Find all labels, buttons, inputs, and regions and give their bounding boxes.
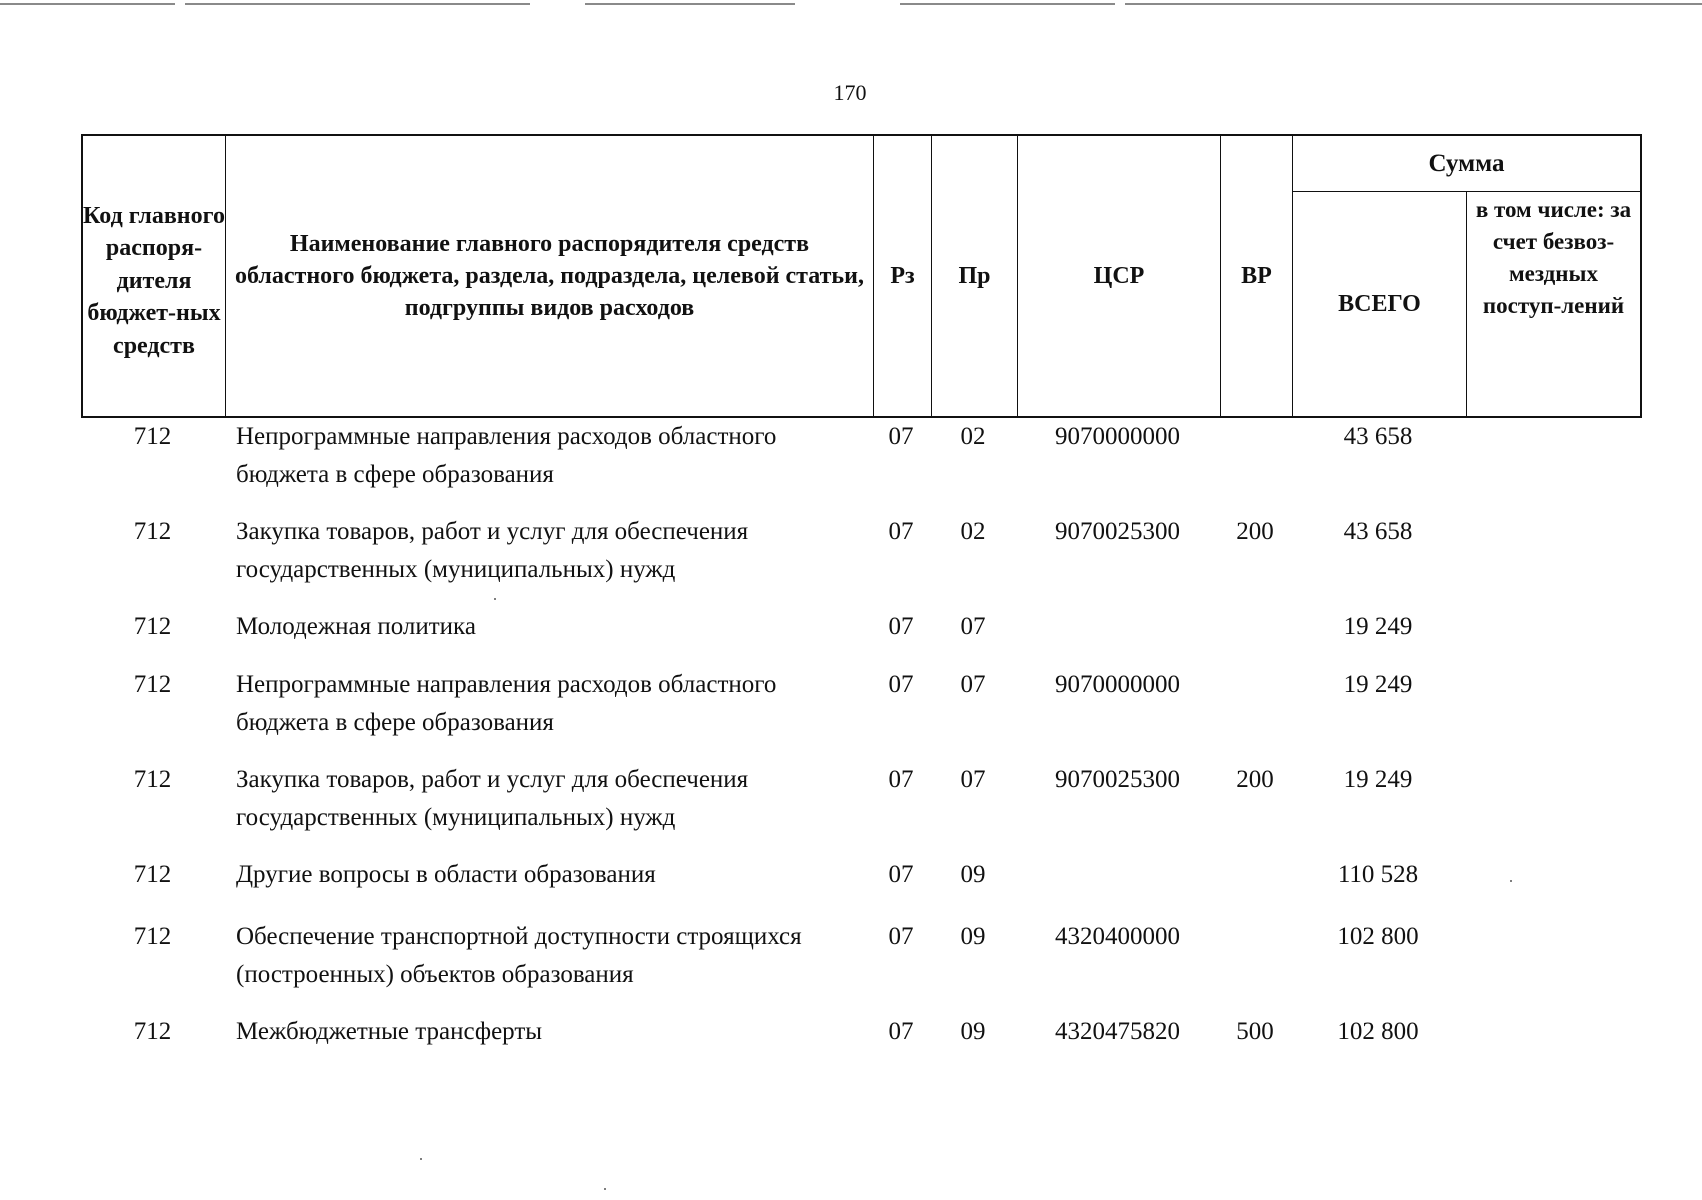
cell-total: 19 249 — [1343, 671, 1413, 698]
cell-rz: 07 — [888, 1018, 914, 1045]
header-sum: Сумма — [1293, 136, 1640, 192]
header-code: Код главного распоря-дителя бюджет-ных средств — [83, 136, 226, 416]
cell-pr: 09 — [960, 861, 986, 888]
header-csr: ЦСР — [1018, 136, 1221, 416]
cell-total: 43 658 — [1343, 518, 1413, 545]
cell-csr: 9070025300 — [1055, 518, 1180, 545]
cell-rz: 07 — [888, 923, 914, 950]
cell-code: 712 — [133, 923, 172, 950]
cell-total: 102 800 — [1337, 923, 1419, 950]
cell-csr: 9070000000 — [1055, 671, 1180, 698]
cell-code: 712 — [133, 613, 172, 640]
cell-vr: 200 — [1236, 766, 1274, 793]
header-rz: Рз — [874, 136, 932, 416]
cell-total: 110 528 — [1337, 861, 1419, 888]
table-row — [81, 418, 1642, 508]
cell-pr: 07 — [960, 766, 986, 793]
cell-csr: 9070025300 — [1055, 766, 1180, 793]
table-header — [81, 134, 1642, 418]
scan-line — [585, 3, 795, 5]
scan-speck — [494, 598, 496, 600]
cell-csr: 4320400000 — [1055, 923, 1180, 950]
header-total: ВСЕГО — [1293, 192, 1467, 416]
cell-rz: 07 — [888, 423, 914, 450]
scan-speck — [420, 1158, 422, 1160]
cell-rz: 07 — [888, 671, 914, 698]
cell-pr: 02 — [960, 423, 986, 450]
page-number: 170 — [833, 80, 867, 105]
scan-line — [0, 3, 175, 5]
cell-total: 43 658 — [1343, 423, 1413, 450]
cell-code: 712 — [133, 861, 172, 888]
table-row — [81, 513, 1642, 603]
scan-speck — [1510, 880, 1512, 882]
cell-rz: 07 — [888, 861, 914, 888]
cell-code: 712 — [133, 518, 172, 545]
table-row — [81, 1013, 1642, 1103]
header-vr: ВР — [1221, 136, 1293, 416]
cell-name: Обеспечение транспортной доступности строящихся (построенных) объектов образования — [236, 923, 802, 988]
cell-total: 19 249 — [1343, 766, 1413, 793]
cell-rz: 07 — [888, 613, 914, 640]
header-pr: Пр — [932, 136, 1018, 416]
cell-csr: 9070000000 — [1055, 423, 1180, 450]
scan-line — [185, 3, 530, 5]
cell-code: 712 — [133, 423, 172, 450]
cell-pr: 07 — [960, 613, 986, 640]
scan-line — [900, 3, 1115, 5]
cell-name: Закупка товаров, работ и услуг для обеспечения государственных (муниципальных) нужд — [236, 518, 749, 583]
cell-name: Молодежная политика — [236, 613, 476, 640]
table-row — [81, 918, 1642, 1008]
cell-name: Закупка товаров, работ и услуг для обеспечения государственных (муниципальных) нужд — [236, 766, 749, 831]
cell-vr: 200 — [1236, 518, 1274, 545]
scan-line — [1125, 3, 1702, 5]
cell-name: Непрограммные направления расходов областного бюджета в сфере образования — [236, 423, 777, 488]
scan-speck — [604, 1188, 606, 1190]
cell-pr: 07 — [960, 671, 986, 698]
table-row — [81, 761, 1642, 851]
cell-code: 712 — [133, 1018, 172, 1045]
cell-code: 712 — [133, 766, 172, 793]
table-row — [81, 666, 1642, 756]
cell-csr: 4320475820 — [1055, 1018, 1180, 1045]
cell-rz: 07 — [888, 518, 914, 545]
cell-code: 712 — [133, 671, 172, 698]
cell-name: Межбюджетные трансферты — [236, 1018, 543, 1045]
cell-name: Другие вопросы в области образования — [236, 861, 656, 888]
cell-pr: 09 — [960, 1018, 986, 1045]
cell-total: 102 800 — [1337, 1018, 1419, 1045]
cell-rz: 07 — [888, 766, 914, 793]
cell-name: Непрограммные направления расходов областного бюджета в сфере образования — [236, 671, 777, 736]
cell-total: 19 249 — [1343, 613, 1413, 640]
header-gratuitous: в том числе: за счет безвоз-мездных поступ-лений — [1475, 197, 1632, 318]
cell-vr: 500 — [1236, 1018, 1274, 1045]
cell-pr: 02 — [960, 518, 986, 545]
header-name: Наименование главного распорядителя средств областного бюджета, раздела, подраздела, целевой статьи, подгруппы видов расходов — [226, 136, 874, 416]
cell-pr: 09 — [960, 923, 986, 950]
